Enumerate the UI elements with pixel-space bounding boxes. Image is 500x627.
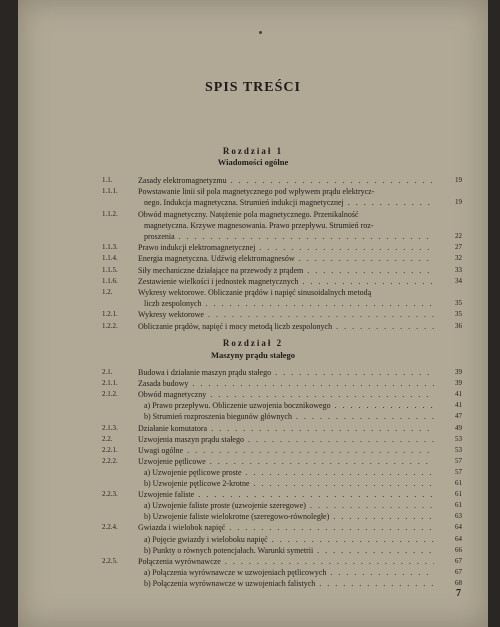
toc-entry-title: Uzwojenie pętlicowe . . . bbox=[138, 456, 434, 467]
toc-entry-title: nego. Indukcja magnetyczna. Strumień indukcji magnetycznej . . . bbox=[144, 197, 434, 208]
toc-entry-page: 19 bbox=[455, 198, 462, 207]
toc-entry bbox=[102, 478, 462, 489]
toc-entry-title: proszenia . . . bbox=[144, 231, 434, 242]
toc-entry-title: a) Uzwojenie faliste proste (uzwojenie szeregowe) . . . bbox=[144, 500, 434, 511]
chapter-1-subtitle: Wiadomości ogólne bbox=[217, 157, 289, 167]
toc-entry-page: 47 bbox=[455, 412, 462, 421]
toc-entry bbox=[102, 556, 462, 567]
toc-entry-page: 53 bbox=[455, 434, 462, 443]
toc-entry-page: 64 bbox=[455, 534, 462, 543]
toc-entry-page: 67 bbox=[455, 556, 462, 565]
toc-entry bbox=[102, 578, 462, 589]
toc-entry-title: liczb zespolonych . . . bbox=[144, 298, 434, 309]
toc-entry-title: a) Pojęcie gwiazdy i wieloboku napięć . . . bbox=[144, 534, 434, 545]
toc-entry bbox=[102, 545, 462, 556]
toc-entry bbox=[102, 534, 462, 545]
toc-entry-title: Zasada budowy . . . bbox=[138, 378, 434, 389]
toc-entry-number: 1.2. bbox=[102, 288, 113, 296]
toc-entry-page: 64 bbox=[455, 523, 462, 532]
toc-entry-title: a) Połączenia wyrównawcze w uzwojeniach pętlicowych . . . bbox=[144, 567, 434, 578]
toc-entry-page: 49 bbox=[455, 423, 462, 432]
toc-entry-title: a) Uzwojenie pętlicowe proste . . . bbox=[144, 467, 434, 478]
toc-entry-page: 57 bbox=[455, 467, 462, 476]
toc-entry-number: 1.1.3. bbox=[102, 243, 118, 252]
toc-entry bbox=[102, 186, 462, 197]
toc-entry bbox=[102, 411, 462, 422]
toc-entry-number: 2.2.3. bbox=[102, 490, 118, 499]
toc-entry bbox=[102, 175, 462, 186]
toc-entry-number: 2.2.2. bbox=[102, 456, 118, 465]
toc-entry-title: Uwagi ogólne . . . bbox=[138, 445, 434, 456]
toc-entry-page: 39 bbox=[455, 368, 462, 376]
toc-entry-title: a) Prawo przepływu. Obliczenie uzwojenia bocznikowego . . . bbox=[144, 400, 434, 411]
toc-entry-title: magnetyczna. Krzywe magnesowania. Prawo przepływu. Strumień roz- bbox=[144, 220, 374, 230]
toc-entry-number: 2.2.1. bbox=[102, 445, 118, 454]
toc-entry-page: 36 bbox=[455, 321, 462, 330]
toc-entry-number: 2.1.2. bbox=[102, 390, 118, 399]
toc-entry-page: 57 bbox=[455, 456, 462, 465]
toc-entry-title: Prawo indukcji elektromagnetycznej . . . bbox=[138, 242, 434, 253]
toc-entry bbox=[102, 242, 462, 253]
toc-entry bbox=[102, 378, 462, 389]
chapter-2-subtitle: Maszyny prądu stałego bbox=[210, 350, 296, 360]
toc-entry-page: 53 bbox=[455, 445, 462, 454]
toc-entry bbox=[102, 209, 462, 220]
toc-entry-page: 39 bbox=[455, 379, 462, 388]
toc-entry bbox=[102, 276, 462, 287]
toc-entry bbox=[102, 389, 462, 400]
toc-entry-title: b) Uzwojenie pętlicowe 2-krotne . . . bbox=[144, 478, 434, 489]
toc-entry-number: 1.1.5. bbox=[102, 265, 118, 274]
toc-entry-page: 61 bbox=[455, 479, 462, 487]
chapter-2-heading: Rozdział 2 bbox=[222, 338, 284, 348]
toc-entry-page: 33 bbox=[455, 265, 462, 274]
toc-entry-title: Wykresy wektorowe . . . bbox=[138, 309, 434, 320]
toc-entry-page: 67 bbox=[455, 567, 462, 576]
toc-entry-title: Obwód magnetyczny . . . bbox=[138, 389, 434, 400]
toc-entry bbox=[102, 253, 462, 264]
toc-entry-number: 2.2. bbox=[102, 434, 113, 443]
toc-entry-page: 19 bbox=[455, 176, 462, 184]
toc-entry-number: 1.2.2. bbox=[102, 321, 118, 330]
toc-entry-title: b) Strumień rozproszenia biegunów głównych . . . bbox=[144, 411, 434, 422]
toc-entry-page: 66 bbox=[455, 545, 462, 554]
toc-entry bbox=[102, 467, 462, 478]
toc-entry-title: Energia magnetyczna. Udźwig elektromagnesów . . . bbox=[138, 253, 434, 264]
toc-entry-number: 1.1.1. bbox=[102, 187, 118, 196]
toc-entry-page: 35 bbox=[455, 299, 462, 308]
toc-entry-title: b) Punkty o równych potencjałach. Warunki symetrii . . . bbox=[144, 545, 434, 556]
toc-entry-page: 22 bbox=[455, 232, 462, 240]
toc-entry bbox=[102, 220, 462, 231]
toc-entry-title: Uzwojenie faliste . . . bbox=[138, 489, 434, 500]
toc-entry-title: Obliczanie prądów, napięć i mocy metodą liczb zespolonych . . . bbox=[138, 321, 434, 332]
toc-entry-number: 1.1.6. bbox=[102, 276, 118, 285]
toc-entry-page: 41 bbox=[455, 401, 462, 410]
toc-entry-page: 41 bbox=[455, 390, 462, 399]
toc-entry-number: 1.2.1. bbox=[102, 310, 118, 319]
page-number: 7 bbox=[456, 588, 461, 599]
toc-entry-title: Działanie komutatora . . . bbox=[138, 423, 434, 434]
toc-entry bbox=[102, 231, 462, 242]
toc-entry-page: 68 bbox=[455, 578, 462, 587]
toc-entry-page: 27 bbox=[455, 243, 462, 252]
toc-entry bbox=[102, 367, 462, 378]
ink-speck bbox=[259, 31, 262, 34]
toc-entry bbox=[102, 511, 462, 522]
toc-entry bbox=[102, 500, 462, 511]
toc-entry-title: Obwód magnetyczny. Natężenie pola magnetycznego. Przenikalność bbox=[138, 209, 359, 219]
toc-entry-title: Zasady elektromagnetyzmu . . . bbox=[138, 175, 434, 186]
toc-entry-title: Zestawienie wielkości i jednostek magnetycznych . . . bbox=[138, 276, 434, 287]
toc-entry bbox=[102, 489, 462, 500]
toc-entry bbox=[102, 400, 462, 411]
page-title: SPIS TREŚCI bbox=[205, 80, 301, 95]
toc-entry bbox=[102, 445, 462, 456]
toc-entry-number: 1.1. bbox=[102, 176, 113, 184]
toc-entry-title: Siły mechaniczne działające na przewody z prądem . . . bbox=[138, 265, 434, 276]
toc-entry-title: b) Połączenia wyrównawcze w uzwojeniach falistych . . . bbox=[144, 578, 434, 589]
toc-entry-number: 2.1.1. bbox=[102, 379, 118, 388]
toc-entry-page: 63 bbox=[455, 512, 462, 521]
toc-entry bbox=[102, 423, 462, 434]
toc-entry-title: b) Uzwojenie faliste wielokrotne (szeregowo-równoległe) . . . bbox=[144, 511, 434, 522]
toc-entry-number: 2.1.3. bbox=[102, 423, 118, 432]
toc-entry bbox=[102, 287, 462, 298]
book-page bbox=[18, 0, 488, 627]
toc-entry bbox=[102, 309, 462, 320]
toc-entry bbox=[102, 434, 462, 445]
toc-entry bbox=[102, 197, 462, 208]
toc-entry-title: Uzwojenia maszyn prądu stałego . . . bbox=[138, 434, 434, 445]
toc-entry bbox=[102, 265, 462, 276]
toc-entry bbox=[102, 456, 462, 467]
toc-entry-number: 1.1.4. bbox=[102, 254, 118, 263]
toc-entry-title: Połączenia wyrównawcze . . . bbox=[138, 556, 434, 567]
chapter-1-heading: Rozdział 1 bbox=[222, 146, 284, 156]
toc-entry-number: 2.2.5. bbox=[102, 556, 118, 565]
toc-entry-page: 61 bbox=[455, 501, 462, 510]
toc-entry-page: 34 bbox=[455, 276, 462, 285]
toc-entry bbox=[102, 522, 462, 533]
toc-entry-title: Budowa i działanie maszyn prądu stałego . . . bbox=[138, 367, 434, 378]
toc-entry-page: 32 bbox=[455, 254, 462, 263]
toc-entry-number: 1.1.2. bbox=[102, 209, 118, 218]
toc-entry bbox=[102, 298, 462, 309]
toc-entry bbox=[102, 567, 462, 578]
toc-entry-title: Wykresy wektorowe. Obliczanie prądów i napięć sinusoidalnych metodą bbox=[138, 288, 372, 297]
toc-entry-title: Powstawanie linii sił pola magnetycznego pod wpływem prądu elektrycz- bbox=[138, 187, 375, 197]
toc-entry-page: 35 bbox=[455, 310, 462, 319]
toc-entry-page: 61 bbox=[455, 490, 462, 499]
toc-entry-number: 2.1. bbox=[102, 368, 113, 376]
toc-entry-number: 2.2.4. bbox=[102, 523, 118, 532]
toc-entry bbox=[102, 321, 462, 332]
toc-entry-title: Gwiazda i wielobok napięć . . . bbox=[138, 522, 434, 533]
